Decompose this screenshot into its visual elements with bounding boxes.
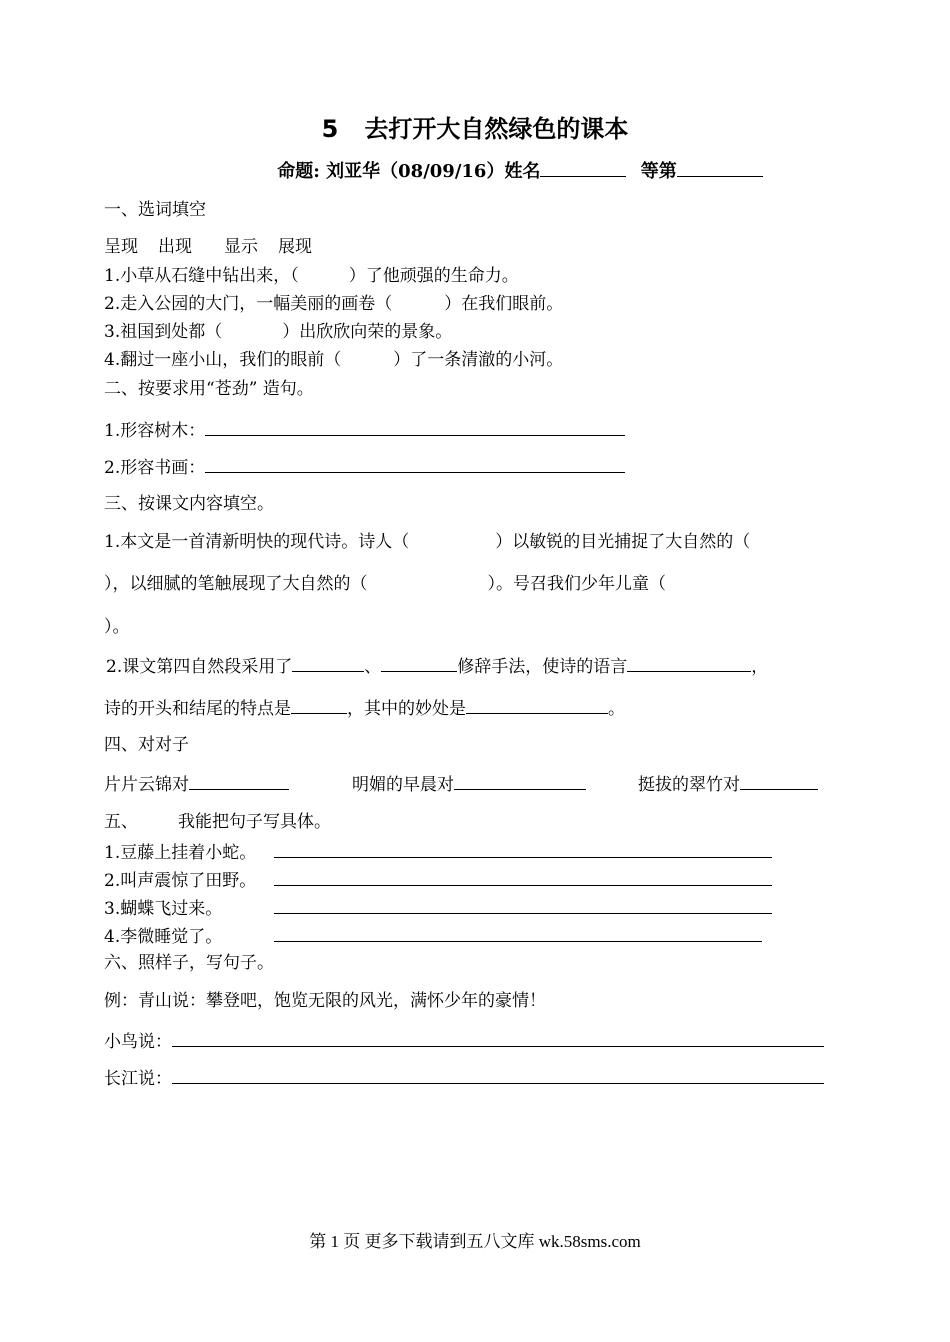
q1-line-1 <box>104 532 750 552</box>
name-blank[interactable] <box>540 160 626 177</box>
answer-line[interactable] <box>292 655 364 672</box>
answer-line[interactable] <box>274 925 762 942</box>
item-text: 、 <box>364 657 382 677</box>
section3-heading: 三、按课文内容填空。 <box>104 494 274 514</box>
word-option: 显示 <box>224 237 258 257</box>
item-text: 1.本文是一首清新明快的现代诗。诗人（ <box>104 532 410 552</box>
expand-item-1 <box>104 841 772 863</box>
item-text: 2.形容书画： <box>104 458 206 478</box>
name-label: 姓名 <box>504 161 541 182</box>
expand-item-4 <box>104 925 762 947</box>
section2-heading: 二、按要求用“苍劲” 造句。 <box>104 379 314 399</box>
item-text: 挺拔的翠竹对 <box>638 775 740 795</box>
imitate-item-2 <box>104 1067 824 1089</box>
word-option: 出现 <box>158 237 192 257</box>
item-text: ），以细腻的笔触展现了大自然的（ <box>104 574 368 594</box>
couplet-item-1 <box>104 773 289 795</box>
word-option: 展现 <box>278 237 312 257</box>
item-text: 4.翻过一座小山，我们的眼前（ <box>104 350 342 370</box>
answer-line[interactable] <box>740 773 818 790</box>
answer-line[interactable] <box>205 456 625 473</box>
sentence-item-1 <box>104 419 625 441</box>
item-text: ， <box>751 657 769 677</box>
item-text: 长江说： <box>104 1069 172 1089</box>
couplet-item-3 <box>638 773 818 795</box>
item-text: 2.课文第四自然段采用了 <box>106 657 293 677</box>
item-text: 修辞手法，使诗的语言 <box>457 657 628 677</box>
item-text: ）了一条清澈的小河。 <box>393 350 564 370</box>
word-bank <box>104 237 312 257</box>
author-info: 命题: 刘亚华（08/09/16） <box>277 161 505 182</box>
section1-heading: 一、选词填空 <box>104 200 206 220</box>
lesson-title: 去打开大自然绿色的课本 <box>364 115 629 143</box>
q2-line-2 <box>104 697 625 719</box>
answer-line[interactable] <box>274 841 772 858</box>
example-sentence: 例：青山说：攀登吧，饱览无限的风光，满怀少年的豪情！ <box>104 991 546 1011</box>
expand-item-3 <box>104 897 772 919</box>
grade-label: 等第 <box>640 161 677 182</box>
answer-line[interactable] <box>381 655 457 672</box>
item-text: 。 <box>608 699 625 719</box>
item-text: 诗的开头和结尾的特点是 <box>104 699 291 719</box>
answer-line[interactable] <box>291 697 347 714</box>
word-option: 呈现 <box>104 237 138 257</box>
item-text: 1.豆藤上挂着小蛇。 <box>104 843 257 863</box>
answer-line[interactable] <box>172 1067 824 1084</box>
section4-heading: 四、对对子 <box>104 735 189 755</box>
item-text: 小鸟说： <box>104 1032 172 1052</box>
item-text: 4.李微睡觉了。 <box>104 927 223 947</box>
item-text: 2.走入公园的大门，一幅美丽的画卷（ <box>104 294 393 314</box>
grade-blank[interactable] <box>677 160 763 177</box>
fill-item-3 <box>104 322 452 342</box>
item-text: ）了他顽强的生命力。 <box>348 266 519 286</box>
section5-heading <box>104 812 331 832</box>
expand-item-2 <box>104 869 772 891</box>
answer-line[interactable] <box>274 897 772 914</box>
lesson-number: 5 <box>321 115 339 143</box>
fill-item-4 <box>104 350 563 370</box>
answer-line[interactable] <box>466 697 608 714</box>
item-text: 3.祖国到处都（ <box>104 322 223 342</box>
item-text: ）。号召我们少年儿童（ <box>487 574 666 594</box>
sentence-item-2 <box>104 456 625 478</box>
item-text: 片片云锦对 <box>104 775 189 795</box>
item-text: ）以敏锐的目光捕捉了大自然的（ <box>495 532 751 552</box>
item-text: 2.叫声震惊了田野。 <box>104 871 257 891</box>
item-text: ，其中的妙处是 <box>347 699 466 719</box>
heading-text: 我能把句子写具体。 <box>178 812 331 832</box>
imitate-item-1 <box>104 1030 824 1052</box>
subtitle-line <box>0 160 950 183</box>
worksheet-title <box>0 114 950 144</box>
item-text: 1.小草从石缝中钻出来，（ <box>104 266 299 286</box>
item-text: ）在我们眼前。 <box>444 294 564 314</box>
answer-line[interactable] <box>274 869 772 886</box>
couplet-item-2 <box>352 773 586 795</box>
answer-line[interactable] <box>189 773 289 790</box>
section6-heading: 六、照样子，写句子。 <box>104 953 274 973</box>
answer-line[interactable] <box>172 1030 824 1047</box>
item-text: 1.形容树木： <box>104 421 206 441</box>
heading-number: 五、 <box>104 812 138 832</box>
q2-line-1 <box>106 655 768 677</box>
q1-line-3: ）。 <box>104 617 130 637</box>
fill-item-1 <box>104 266 519 286</box>
item-text: 3.蝴蝶飞过来。 <box>104 899 223 919</box>
answer-line[interactable] <box>627 655 751 672</box>
fill-item-2 <box>104 294 563 314</box>
item-text: 明媚的早晨对 <box>352 775 454 795</box>
item-text: ）出欣欣向荣的景象。 <box>282 322 453 342</box>
q1-line-2 <box>104 574 666 594</box>
answer-line[interactable] <box>454 773 586 790</box>
page-footer: 第 1 页 更多下载请到五八文库 wk.58sms.com <box>309 1232 641 1251</box>
answer-line[interactable] <box>205 419 625 436</box>
